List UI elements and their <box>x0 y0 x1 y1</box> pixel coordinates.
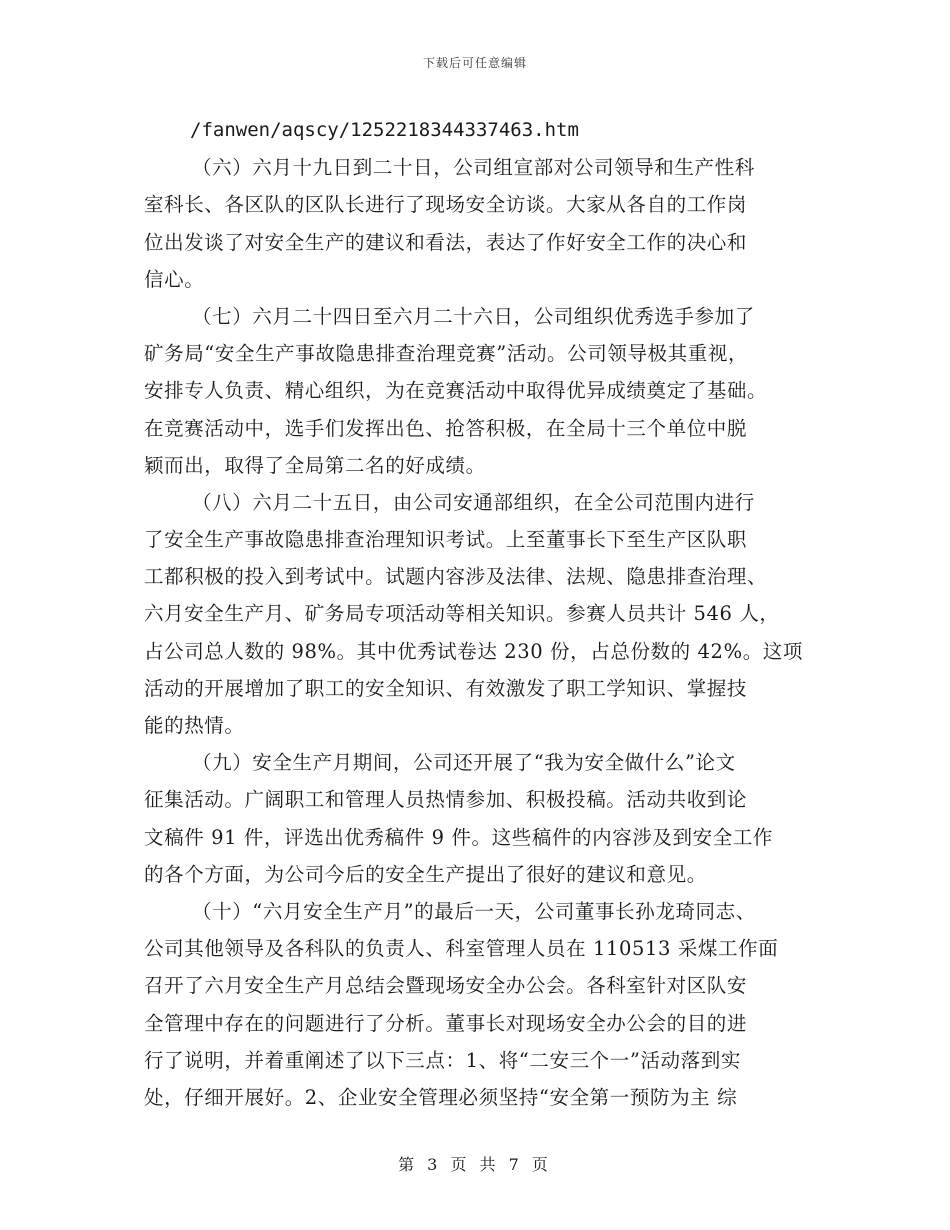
text-line: 的各个方面，为公司今后的安全生产提出了很好的建议和意见。 <box>144 862 707 886</box>
text-line: 室科长、各区队的区队长进行了现场安全访谈。大家从各自的工作岗 <box>144 193 748 217</box>
text-line: 安排专人负责、精心组织，为在竞赛活动中取得优异成绩奠定了基础。 <box>144 379 768 403</box>
text-line: 活动的开展增加了职工的安全知识、有效激发了职工学知识、掌握技 <box>144 676 748 700</box>
text-line: （九）安全生产月期间，公司还开展了“我为安全做什么”论文 <box>192 751 736 775</box>
text-line: （八）六月二十五日，由公司安通部组织，在全公司范围内进行 <box>192 490 755 514</box>
text-line: 占公司总人数的 98%。其中优秀试卷达 230 份，占总份数的 42%。这项 <box>144 639 803 663</box>
text-line: （七）六月二十四日至六月二十六日，公司组织优秀选手参加了 <box>192 304 755 328</box>
text-line: 处，仔细开展好。2、企业安全管理必须坚持“安全第一预防为主 综 <box>144 1085 738 1109</box>
text-line: 了安全生产事故隐患排查治理知识考试。上至董事长下至生产区队职 <box>144 528 748 552</box>
text-line: 行了说明，并着重阐述了以下三点：1、将“二安三个一”活动落到实 <box>144 1048 741 1072</box>
text-line: 在竞赛活动中，选手们发挥出色、抢答积极，在全局十三个单位中脱 <box>144 416 748 440</box>
text-line: 文稿件 91 件，评选出优秀稿件 9 件。这些稿件的内容涉及到安全工作 <box>144 825 774 849</box>
document-body <box>144 112 803 1116</box>
source-url: /fanwen/aqscy/1252218344337463.htm <box>190 119 579 141</box>
text-line: 位出发谈了对安全生产的建议和看法，表达了作好安全工作的决心和 <box>144 230 748 254</box>
text-line: 信心。 <box>144 267 205 291</box>
text-line: 矿务局“安全生产事故隐患排查治理竞赛”活动。公司领导极其重视， <box>144 342 749 366</box>
text-line: 全管理中存在的问题进行了分析。董事长对现场安全办公会的目的进 <box>144 1011 748 1035</box>
text-line: 颖而出，取得了全局第二名的好成绩。 <box>144 453 486 477</box>
text-line: 征集活动。广阔职工和管理人员热情参加、积极投稿。活动共收到论 <box>144 788 748 812</box>
text-line: （六）六月十九日到二十日，公司组宣部对公司领导和生产性科 <box>192 156 755 180</box>
text-line: 工都积极的投入到考试中。试题内容涉及法律、法规、隐患排查治理、 <box>144 565 768 589</box>
page-header: 下载后可任意编辑 <box>422 56 527 70</box>
text-line: 公司其他领导及各科队的负责人、科室管理人员在 110513 采煤工作面 <box>144 937 779 961</box>
text-line: （十）“六月安全生产月”的最后一天，公司董事长孙龙琦同志、 <box>192 899 756 923</box>
text-line: 六月安全生产月、矿务局专项活动等相关知识。参赛人员共计 546 人， <box>144 602 780 626</box>
text-line: 召开了六月安全生产月总结会暨现场安全办公会。各科室针对区队安 <box>144 974 748 998</box>
paragraph-lines <box>144 149 803 1116</box>
text-line: 能的热情。 <box>144 714 245 737</box>
page-number: 第 3 页 共 7 页 <box>398 1155 552 1174</box>
